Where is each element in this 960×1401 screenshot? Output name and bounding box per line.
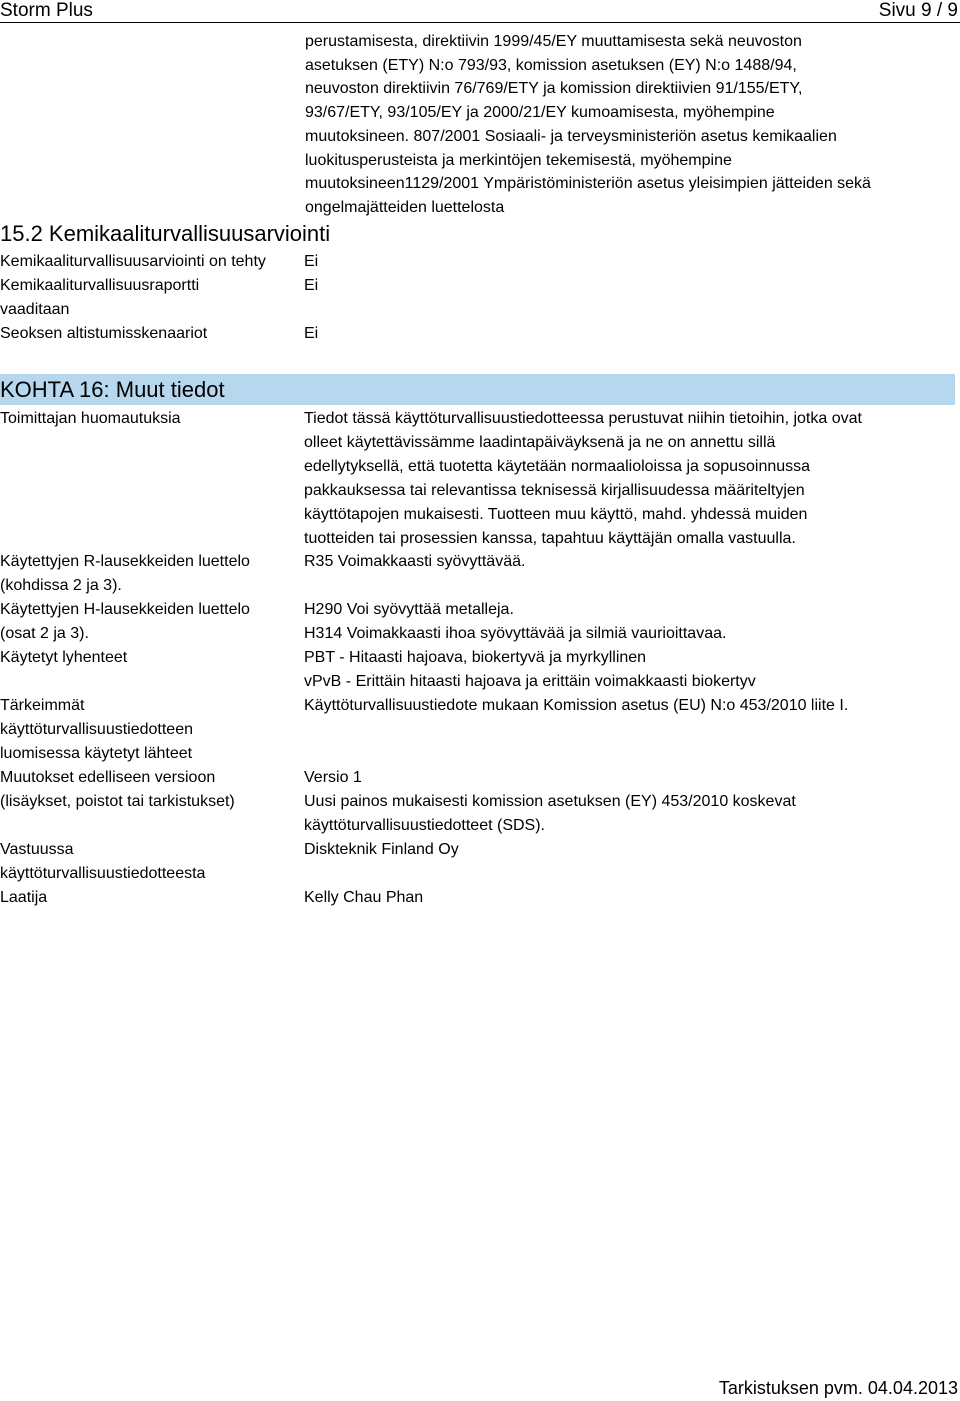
field-label: Kemikaaliturvallisuusraportti bbox=[0, 277, 200, 294]
field-value: Ei bbox=[304, 325, 319, 342]
responsible-value: Diskteknik Finland Oy bbox=[304, 841, 459, 858]
field-label: Käytetyt lyhenteet bbox=[0, 649, 128, 666]
abbreviations-value: PBT - Hitaasti hajoava, biokertyvä ja myrkyllinen vPvB - Erittäin hitaasti hajoava ja erittäin voimakkaasti biokertyv bbox=[304, 649, 756, 690]
text-line: muutoksineen. 807/2001 Sosiaali- ja terveysministeriön asetus kemikaalien bbox=[305, 127, 837, 145]
field-label: Vastuussa käyttöturvallisuustiedotteesta bbox=[0, 841, 206, 882]
text-line: neuvoston direktiivin 76/769/ETY ja komission direktiivien 91/155/ETY, bbox=[305, 80, 803, 98]
continued-regulation-text bbox=[305, 30, 945, 220]
text-line: perustamisesta, direktiivin 1999/45/EY muuttamisesta sekä neuvoston bbox=[305, 33, 802, 50]
section-15-2-title: 15.2 Kemikaaliturvallisuusarviointi bbox=[0, 221, 331, 246]
field-value: Ei bbox=[304, 253, 319, 270]
field-label: Laatija bbox=[0, 889, 48, 906]
field-value: Ei bbox=[304, 277, 319, 294]
field-label: vaaditaan bbox=[0, 301, 70, 318]
page-number: Sivu 9 / 9 bbox=[878, 0, 958, 21]
text-line: ongelmajätteiden luettelosta bbox=[305, 198, 505, 216]
field-label: Seoksen altistumisskenaariot bbox=[0, 325, 208, 342]
page-header bbox=[0, 0, 960, 22]
header-divider bbox=[0, 22, 960, 23]
author-value: Kelly Chau Phan bbox=[304, 889, 424, 906]
field-label: Toimittajan huomautuksia bbox=[0, 410, 181, 427]
r-phrases-value: R35 Voimakkaasti syövyttävää. bbox=[304, 553, 526, 570]
revision-date: Tarkistuksen pvm. 04.04.2013 bbox=[718, 1378, 958, 1398]
field-label: Kemikaaliturvallisuusarviointi on tehty bbox=[0, 253, 266, 270]
field-label: Muutokset edelliseen versioon (lisäykset, poistot tai tarkistukset) bbox=[0, 769, 235, 810]
text-line: luokitusperusteista ja merkintöjen tekemisestä, myöhempine bbox=[305, 151, 732, 169]
field-label: Käytettyjen H-lausekkeiden luettelo (osat 2 ja 3). bbox=[0, 601, 250, 642]
text-line: asetuksen (ETY) N:o 793/93, komission asetuksen (EY) N:o 1488/94, bbox=[305, 56, 797, 74]
text-line: muutoksineen1129/2001 Ympäristöministeriön asetus yleisimpien jätteiden sekä bbox=[305, 175, 871, 193]
section-16-title: KOHTA 16: Muut tiedot bbox=[0, 377, 225, 402]
field-label: Käytettyjen R-lausekkeiden luettelo (kohdissa 2 ja 3). bbox=[0, 553, 250, 594]
sources-value: Käyttöturvallisuustiedote mukaan Komission asetus (EU) N:o 453/2010 liite I. bbox=[304, 697, 849, 714]
supplier-notes-value: Tiedot tässä käyttöturvallisuustiedotteessa perustuvat niihin tietoihin, jotka ovat olleet käytettävissämme laadintapäiväyksenä ja ne on annettu sillä edellytyksellä, että tuotetta käytetään normaalioloissa ja sopusoinnussa pakkauksessa tai relevantissa teknisessä kirjallisuudessa määriteltyjen käyttötapojen mukaisesti. Tuotteen muu käyttö, mahd. yhdessä muiden tuotteiden tai prosessien kanssa, tapahtuu käyttäjän omalla vastuulla. bbox=[304, 410, 862, 547]
changes-value: Versio 1 Uusi painos mukaisesti komission asetuksen (EY) 453/2010 koskevat käyttöturvallisuustiedotteet (SDS). bbox=[304, 769, 796, 834]
section-16-header-band bbox=[0, 374, 955, 405]
product-name: Storm Plus bbox=[0, 0, 93, 21]
h-phrases-value: H290 Voi syövyttää metalleja. H314 Voimakkaasti ihoa syövyttävää ja silmiä vaurioittavaa. bbox=[304, 601, 727, 642]
text-line: 93/67/ETY, 93/105/EY ja 2000/21/EY kumoamisesta, myöhempine bbox=[305, 104, 775, 122]
field-label: Tärkeimmät käyttöturvallisuustiedotteen luomisessa käytetyt lähteet bbox=[0, 697, 193, 762]
